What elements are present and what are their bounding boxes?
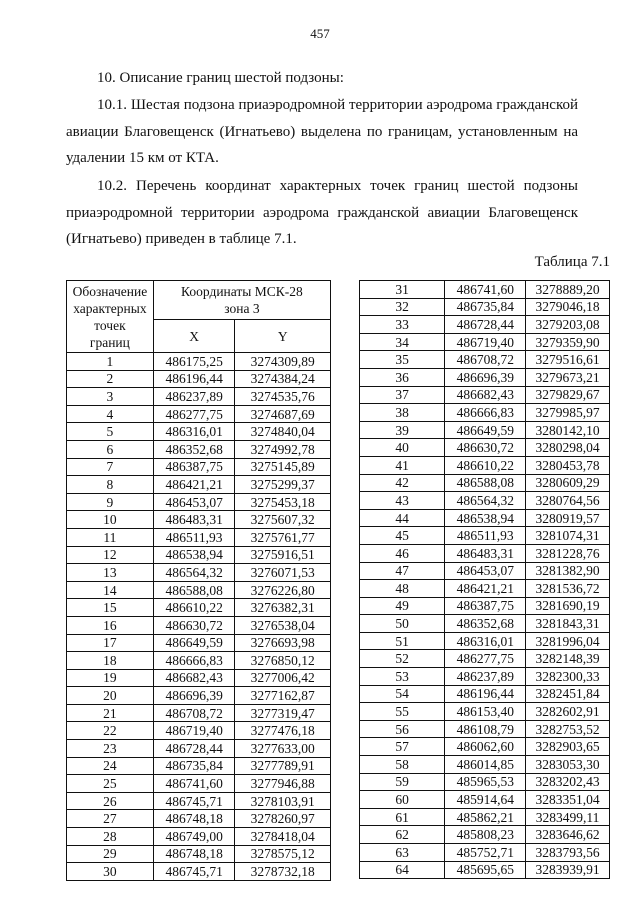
x-coordinate-cell: 486387,75 [153,458,235,476]
table-row [360,492,610,510]
x-coordinate-cell: 486387,75 [445,597,526,615]
x-coordinate-cell: 486352,68 [153,440,235,458]
point-number-cell: 3 [67,388,154,406]
table-row [360,791,610,809]
y-coordinate-cell: 3277476,18 [235,722,331,740]
point-number-cell: 25 [67,775,154,793]
table-row [360,509,610,527]
y-coordinate-cell: 3279203,08 [526,316,610,334]
table-row [360,826,610,844]
y-coordinate-cell: 3276226,80 [235,581,331,599]
table-row [360,615,610,633]
y-coordinate-cell: 3282148,39 [526,650,610,668]
table-row [67,634,331,652]
point-number-cell: 57 [360,738,445,756]
x-coordinate-cell: 486277,75 [445,650,526,668]
table-row [360,650,610,668]
point-number-cell: 61 [360,808,445,826]
x-coordinate-cell: 486745,71 [153,792,235,810]
point-number-cell: 12 [67,546,154,564]
y-coordinate-cell: 3282753,52 [526,720,610,738]
y-coordinate-cell: 3276850,12 [235,652,331,670]
table-row [67,493,331,511]
point-number-cell: 7 [67,458,154,476]
y-coordinate-cell: 3274840,04 [235,423,331,441]
x-coordinate-cell: 485862,21 [445,808,526,826]
x-coordinate-cell: 486719,40 [153,722,235,740]
table-row [360,738,610,756]
x-coordinate-cell: 486745,71 [153,863,235,881]
x-coordinate-cell: 486014,85 [445,756,526,774]
point-number-cell: 46 [360,544,445,562]
table-row [360,368,610,386]
point-number-cell: 10 [67,511,154,529]
point-number-cell: 64 [360,861,445,879]
point-number-cell: 32 [360,298,445,316]
x-coordinate-cell: 486630,72 [153,616,235,634]
point-number-cell: 59 [360,773,445,791]
table-row [360,562,610,580]
table-row [360,439,610,457]
point-number-cell: 52 [360,650,445,668]
table-row [67,458,331,476]
point-number-cell: 27 [67,810,154,828]
y-coordinate-cell: 3283793,56 [526,844,610,862]
y-coordinate-cell: 3276693,98 [235,634,331,652]
point-number-cell: 63 [360,844,445,862]
x-coordinate-cell: 486453,07 [445,562,526,580]
table-row [360,844,610,862]
y-coordinate-cell: 3276071,53 [235,564,331,582]
x-coordinate-cell: 486352,68 [445,615,526,633]
y-coordinate-cell: 3275453,18 [235,493,331,511]
x-coordinate-cell: 486649,59 [153,634,235,652]
header-x: X [153,320,235,353]
y-coordinate-cell: 3278732,18 [235,863,331,881]
table-row [67,564,331,582]
point-number-cell: 44 [360,509,445,527]
table-row [67,405,331,423]
point-number-cell: 2 [67,370,154,388]
table-row [360,386,610,404]
table-row [67,423,331,441]
table-row [67,722,331,740]
x-coordinate-cell: 486108,79 [445,720,526,738]
header-designation-line: границ [89,334,130,350]
table-row [360,404,610,422]
point-number-cell: 17 [67,634,154,652]
y-coordinate-cell: 3279516,61 [526,351,610,369]
point-number-cell: 31 [360,281,445,299]
point-number-cell: 43 [360,492,445,510]
table-row [360,808,610,826]
y-coordinate-cell: 3275299,37 [235,476,331,494]
y-coordinate-cell: 3283939,91 [526,861,610,879]
point-number-cell: 9 [67,493,154,511]
x-coordinate-cell: 486735,84 [153,757,235,775]
y-coordinate-cell: 3274687,69 [235,405,331,423]
point-number-cell: 39 [360,421,445,439]
y-coordinate-cell: 3282602,91 [526,703,610,721]
table-row [360,580,610,598]
y-coordinate-cell: 3278418,04 [235,828,331,846]
y-coordinate-cell: 3279359,90 [526,333,610,351]
table-row [67,828,331,846]
x-coordinate-cell: 486748,18 [153,810,235,828]
y-coordinate-cell: 3280453,78 [526,456,610,474]
table-row [67,476,331,494]
y-coordinate-cell: 3281690,19 [526,597,610,615]
y-coordinate-cell: 3281382,90 [526,562,610,580]
table-row [67,792,331,810]
y-coordinate-cell: 3277633,00 [235,740,331,758]
table-row [67,704,331,722]
point-number-cell: 34 [360,333,445,351]
table-row [67,616,331,634]
y-coordinate-cell: 3278260,97 [235,810,331,828]
table-row [67,810,331,828]
table-row [360,720,610,738]
x-coordinate-cell: 486696,39 [153,687,235,705]
table-row [360,703,610,721]
y-coordinate-cell: 3277789,91 [235,757,331,775]
coordinates-table-left [66,280,331,881]
table-row [67,740,331,758]
y-coordinate-cell: 3275607,32 [235,511,331,529]
y-coordinate-cell: 3280609,29 [526,474,610,492]
y-coordinate-cell: 3283646,62 [526,826,610,844]
point-number-cell: 23 [67,740,154,758]
table-row [360,544,610,562]
table-row [360,351,610,369]
x-coordinate-cell: 486748,18 [153,845,235,863]
x-coordinate-cell: 486564,32 [153,564,235,582]
point-number-cell: 29 [67,845,154,863]
table-caption: Таблица 7.1 [534,254,610,270]
table-row [67,528,331,546]
x-coordinate-cell: 486666,83 [153,652,235,670]
point-number-cell: 42 [360,474,445,492]
y-coordinate-cell: 3280764,56 [526,492,610,510]
x-coordinate-cell: 486316,01 [153,423,235,441]
y-coordinate-cell: 3281996,04 [526,632,610,650]
x-coordinate-cell: 486588,08 [153,581,235,599]
x-coordinate-cell: 486649,59 [445,421,526,439]
y-coordinate-cell: 3282300,33 [526,668,610,686]
table-row [67,599,331,617]
x-coordinate-cell: 486610,22 [445,456,526,474]
x-coordinate-cell: 486421,21 [153,476,235,494]
x-coordinate-cell: 486511,93 [153,528,235,546]
x-coordinate-cell: 486741,60 [445,281,526,299]
header-designation-line: точек [94,317,126,333]
x-coordinate-cell: 486511,93 [445,527,526,545]
point-number-cell: 21 [67,704,154,722]
x-coordinate-cell: 486708,72 [153,704,235,722]
table-row [360,597,610,615]
y-coordinate-cell: 3278575,12 [235,845,331,863]
header-designation-line: Обозначение [72,283,148,299]
point-number-cell: 24 [67,757,154,775]
point-number-cell: 28 [67,828,154,846]
x-coordinate-cell: 486237,89 [445,668,526,686]
table-row [360,632,610,650]
y-coordinate-cell: 3282451,84 [526,685,610,703]
point-number-cell: 16 [67,616,154,634]
point-number-cell: 26 [67,792,154,810]
table-row [360,333,610,351]
table-row [67,581,331,599]
point-number-cell: 1 [67,353,154,371]
y-coordinate-cell: 3281228,76 [526,544,610,562]
y-coordinate-cell: 3276538,04 [235,616,331,634]
table-row [67,669,331,687]
paragraph-10-1: 10.1. Шестая подзона приаэродромной территории аэродрома гражданской авиации Благовещенск (Игнатьево) выделена по границам, установленным на удалении 15 км от КТА. [66,97,578,166]
table-row [360,474,610,492]
point-number-cell: 53 [360,668,445,686]
point-number-cell: 49 [360,597,445,615]
table-row [360,685,610,703]
page-number: 457 [310,26,330,41]
x-coordinate-cell: 486682,43 [445,386,526,404]
x-coordinate-cell: 486719,40 [445,333,526,351]
point-number-cell: 41 [360,456,445,474]
x-coordinate-cell: 486538,94 [445,509,526,527]
y-coordinate-cell: 3279046,18 [526,298,610,316]
x-coordinate-cell: 486483,31 [445,544,526,562]
y-coordinate-cell: 3281074,31 [526,527,610,545]
x-coordinate-cell: 486483,31 [153,511,235,529]
y-coordinate-cell: 3274535,76 [235,388,331,406]
x-coordinate-cell: 486277,75 [153,405,235,423]
y-coordinate-cell: 3280142,10 [526,421,610,439]
paragraph-10-2: 10.2. Перечень координат характерных точек границ шестой подзоны приаэродромной территории аэродрома гражданской авиации Благовещенск (Игнатьево) приведен в таблице 7.1. [66,178,578,247]
point-number-cell: 62 [360,826,445,844]
x-coordinate-cell: 486538,94 [153,546,235,564]
point-number-cell: 5 [67,423,154,441]
y-coordinate-cell: 3277006,42 [235,669,331,687]
y-coordinate-cell: 3283202,43 [526,773,610,791]
point-number-cell: 38 [360,404,445,422]
point-number-cell: 37 [360,386,445,404]
table-row [67,775,331,793]
x-coordinate-cell: 485914,64 [445,791,526,809]
y-coordinate-cell: 3274992,78 [235,440,331,458]
table-row [360,756,610,774]
table-row [360,316,610,334]
point-number-cell: 58 [360,756,445,774]
x-coordinate-cell: 486749,00 [153,828,235,846]
y-coordinate-cell: 3274309,89 [235,353,331,371]
point-number-cell: 35 [360,351,445,369]
x-coordinate-cell: 486196,44 [445,685,526,703]
y-coordinate-cell: 3279673,21 [526,368,610,386]
table-row [360,861,610,879]
y-coordinate-cell: 3279985,97 [526,404,610,422]
x-coordinate-cell: 486708,72 [445,351,526,369]
y-coordinate-cell: 3275145,89 [235,458,331,476]
table-row [67,388,331,406]
table-row [360,456,610,474]
table-body-left [67,353,331,881]
x-coordinate-cell: 485695,65 [445,861,526,879]
point-number-cell: 40 [360,439,445,457]
point-number-cell: 51 [360,632,445,650]
x-coordinate-cell: 486062,60 [445,738,526,756]
table-row [67,687,331,705]
y-coordinate-cell: 3275761,77 [235,528,331,546]
y-coordinate-cell: 3281843,31 [526,615,610,633]
y-coordinate-cell: 3280298,04 [526,439,610,457]
table-row [360,773,610,791]
point-number-cell: 48 [360,580,445,598]
x-coordinate-cell: 486682,43 [153,669,235,687]
point-number-cell: 18 [67,652,154,670]
x-coordinate-cell: 486696,39 [445,368,526,386]
x-coordinate-cell: 486735,84 [445,298,526,316]
table-row [67,546,331,564]
x-coordinate-cell: 486453,07 [153,493,235,511]
point-number-cell: 13 [67,564,154,582]
x-coordinate-cell: 485808,23 [445,826,526,844]
y-coordinate-cell: 3282903,65 [526,738,610,756]
y-coordinate-cell: 3275916,51 [235,546,331,564]
x-coordinate-cell: 486421,21 [445,580,526,598]
table-row [360,527,610,545]
table-row [67,757,331,775]
point-number-cell: 20 [67,687,154,705]
point-number-cell: 50 [360,615,445,633]
y-coordinate-cell: 3280919,57 [526,509,610,527]
point-number-cell: 19 [67,669,154,687]
point-number-cell: 30 [67,863,154,881]
point-number-cell: 56 [360,720,445,738]
y-coordinate-cell: 3277946,88 [235,775,331,793]
point-number-cell: 11 [67,528,154,546]
x-coordinate-cell: 486564,32 [445,492,526,510]
x-coordinate-cell: 485965,53 [445,773,526,791]
x-coordinate-cell: 486728,44 [445,316,526,334]
table-row [67,652,331,670]
point-number-cell: 4 [67,405,154,423]
x-coordinate-cell: 486175,25 [153,353,235,371]
table-row [360,668,610,686]
table-row [360,281,610,299]
x-coordinate-cell: 485752,71 [445,844,526,862]
section-heading: 10. Описание границ шестой подзоны: [97,70,344,86]
point-number-cell: 36 [360,368,445,386]
y-coordinate-cell: 3276382,31 [235,599,331,617]
x-coordinate-cell: 486588,08 [445,474,526,492]
x-coordinate-cell: 486666,83 [445,404,526,422]
y-coordinate-cell: 3279829,67 [526,386,610,404]
table-row [67,511,331,529]
y-coordinate-cell: 3283053,30 [526,756,610,774]
header-designation-line: характерных [73,300,147,316]
header-designation [67,281,154,353]
point-number-cell: 6 [67,440,154,458]
x-coordinate-cell: 486153,40 [445,703,526,721]
point-number-cell: 45 [360,527,445,545]
table-row [67,845,331,863]
table-row [360,421,610,439]
y-coordinate-cell: 3278889,20 [526,281,610,299]
coordinates-table-right [359,280,610,879]
table-row [67,370,331,388]
table-row [67,353,331,371]
point-number-cell: 55 [360,703,445,721]
point-number-cell: 47 [360,562,445,580]
table-row [67,863,331,881]
table-row [360,298,610,316]
x-coordinate-cell: 486728,44 [153,740,235,758]
point-number-cell: 54 [360,685,445,703]
x-coordinate-cell: 486196,44 [153,370,235,388]
y-coordinate-cell: 3283351,04 [526,791,610,809]
table-row [67,440,331,458]
table-body-right [360,281,610,879]
x-coordinate-cell: 486630,72 [445,439,526,457]
y-coordinate-cell: 3283499,11 [526,808,610,826]
y-coordinate-cell: 3277162,87 [235,687,331,705]
x-coordinate-cell: 486316,01 [445,632,526,650]
y-coordinate-cell: 3281536,72 [526,580,610,598]
point-number-cell: 8 [67,476,154,494]
point-number-cell: 14 [67,581,154,599]
header-y: Y [235,320,331,353]
point-number-cell: 22 [67,722,154,740]
x-coordinate-cell: 486610,22 [153,599,235,617]
y-coordinate-cell: 3278103,91 [235,792,331,810]
x-coordinate-cell: 486741,60 [153,775,235,793]
header-coordinates: Координаты МСК-28 зона 3 [153,281,330,320]
point-number-cell: 33 [360,316,445,334]
x-coordinate-cell: 486237,89 [153,388,235,406]
y-coordinate-cell: 3274384,24 [235,370,331,388]
point-number-cell: 15 [67,599,154,617]
y-coordinate-cell: 3277319,47 [235,704,331,722]
point-number-cell: 60 [360,791,445,809]
